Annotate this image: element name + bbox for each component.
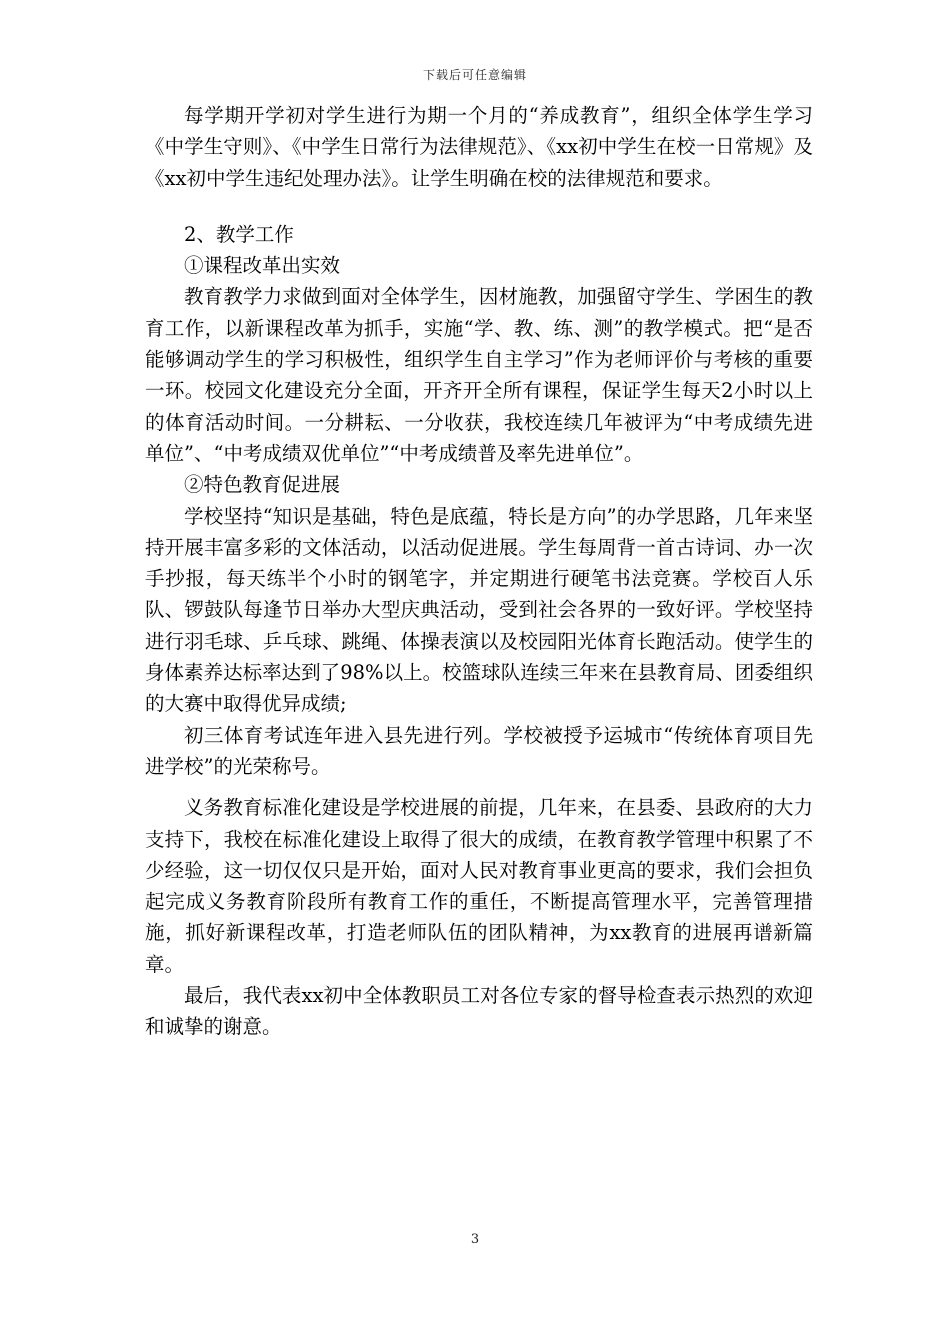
- paragraph-pe-exam: 初三体育考试连年进入县先进行列。学校被授予运城市“传统体育项目先进学校”的光荣称号。: [145, 723, 813, 778]
- document-body: [145, 100, 813, 1043]
- paragraph-curriculum-reform: 教育教学力求做到面对全体学生，因材施教，加强留守学生、学困生的教育工作，以新课程改革为抓手，实施“学、教、练、测”的教学模式。把“是否能够调动学生的学习积极性，组织学生自主学习”作为老师评价与考核的重要一环。校园文化建设充分全面，开齐开全所有课程，保证学生每天2小时以上的体育活动时间。一分耕耘、一分收获，我校连续几年被评为“中考成绩先进单位”、“中考成绩双优单位”“中考成绩普及率先进单位”。: [145, 285, 813, 465]
- subheading-curriculum-reform: ①课程改革出实效: [184, 254, 341, 278]
- paragraph-special-education: 学校坚持“知识是基础，特色是底蕴，特长是方向”的办学思路，几年来坚持开展丰富多彩的文体活动，以活动促进展。学生每周背一首古诗词、办一次手抄报，每天练半个小时的钢笔字，并定期进行硬笔书法竞赛。学校百人乐队、锣鼓队每逢节日举办大型庆典活动，受到社会各界的一致好评。学校坚持进行羽毛球、乒乓球、跳绳、体操表演以及校园阳光体育长跑活动。使学生的身体素养达标率达到了98%以上。校篮球队连续三年来在县教育局、团委组织的大赛中取得优异成绩;: [145, 504, 813, 716]
- paragraph-habit-education: 每学期开学初对学生进行为期一个月的“养成教育”，组织全体学生学习《中学生守则》、《中学生日常行为法律规范》、《xx初中学生在校一日常规》及《xx初中学生违纪处理办法》。让学生明确在校的法律规范和要求。: [145, 104, 813, 190]
- paragraph-standardization: 义务教育标准化建设是学校进展的前提，几年来，在县委、县政府的大力支持下，我校在标准化建设上取得了很大的成绩，在教育教学管理中积累了不少经验，这一切仅仅只是开始，面对人民对教育事业更高的要求，我们会担负起完成义务教育阶段所有教育工作的重任，不断提高管理水平，完善管理措施，抓好新课程改革，打造老师队伍的团队精神，为xx教育的进展再谱新篇章。: [145, 796, 813, 976]
- page-number: 3: [470, 1232, 480, 1247]
- paragraph-closing: 最后，我代表xx初中全体教职员工对各位专家的督导检查表示热烈的欢迎和诚挚的谢意。: [145, 984, 813, 1039]
- subheading-special-education: ②特色教育促进展: [184, 473, 341, 497]
- section-heading-teaching: 2、教学工作: [184, 222, 294, 246]
- page-header: 下载后可任意编辑: [422, 68, 527, 82]
